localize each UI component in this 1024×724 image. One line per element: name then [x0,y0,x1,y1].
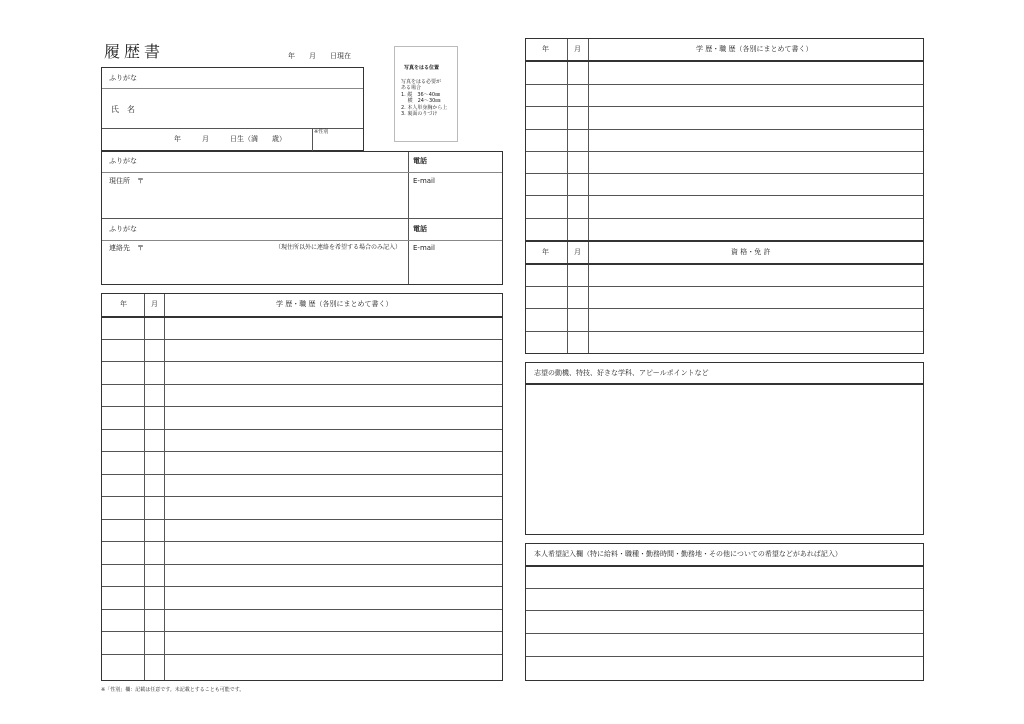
licenses-col-content: 資 格・免 許 [731,248,771,256]
name-input-area[interactable] [142,89,362,127]
contact-note: （現住所以外に連絡を希望する場合のみ記入） [275,244,402,251]
licenses-table [525,241,924,354]
history-left-col-month: 月 [151,300,158,308]
date-line: 年 月 日現在 [288,52,351,60]
history-right-col-month: 月 [574,45,581,53]
contact-email-label[interactable]: E-mail [413,244,435,252]
photo-note-5: 2. 本人単身胸から上 [401,105,448,111]
history-right-col-content: 学 歴・職 歴（各別にまとめて書く） [696,45,813,53]
history-left-col-content: 学 歴・職 歴（各別にまとめて書く） [276,300,393,308]
contact-furigana-label: ふりがな [109,225,137,233]
name-furigana-label: ふりがな [109,74,137,82]
photo-note-2: ある場合 [401,85,422,91]
requests-label: 本人希望記入欄（特に給料・職種・勤務時間・勤務地・その他についての希望などがあれば記入） [534,550,842,558]
footnote: ※「性別」欄：記載は任意です。未記載とすることも可能です。 [101,687,245,693]
email-label[interactable]: E-mail [413,177,435,185]
motivation-label: 志望の動機、特技、好きな学科、アピールポイントなど [534,369,709,377]
name-block [101,67,364,151]
licenses-col-month: 月 [574,248,581,256]
document-title: 履歴書 [104,42,165,61]
history-table-left [101,293,503,681]
history-left-col-year: 年 [120,300,127,308]
address-furigana-label: ふりがな [109,157,137,165]
requests-box[interactable] [525,543,924,681]
photo-note-6: 3. 裏面のりづけ [401,111,438,117]
history-table-right [525,38,924,241]
photo-note-3: 1. 縦 36〜40㎜ [401,92,441,98]
licenses-col-year: 年 [542,248,549,256]
photo-area-title: 写真をはる位置 [404,65,440,71]
birth-date-line[interactable]: 年 月 日生（満 歳） [174,135,286,143]
gender-label[interactable]: ※性別 [314,129,329,135]
photo-note-4: 横 24〜30㎜ [401,98,441,104]
contact-label[interactable]: 連絡先 〒 [109,244,144,252]
history-right-col-year: 年 [542,45,549,53]
motivation-box[interactable] [525,362,924,535]
phone-label[interactable]: 電話 [413,157,427,165]
photo-note-1: 写真をはる必要が [401,79,442,85]
address-block [101,151,503,285]
photo-area[interactable] [394,46,458,142]
address-label[interactable]: 現住所 〒 [109,177,144,185]
name-label: 氏 名 [111,105,135,114]
contact-phone-label[interactable]: 電話 [413,225,427,233]
